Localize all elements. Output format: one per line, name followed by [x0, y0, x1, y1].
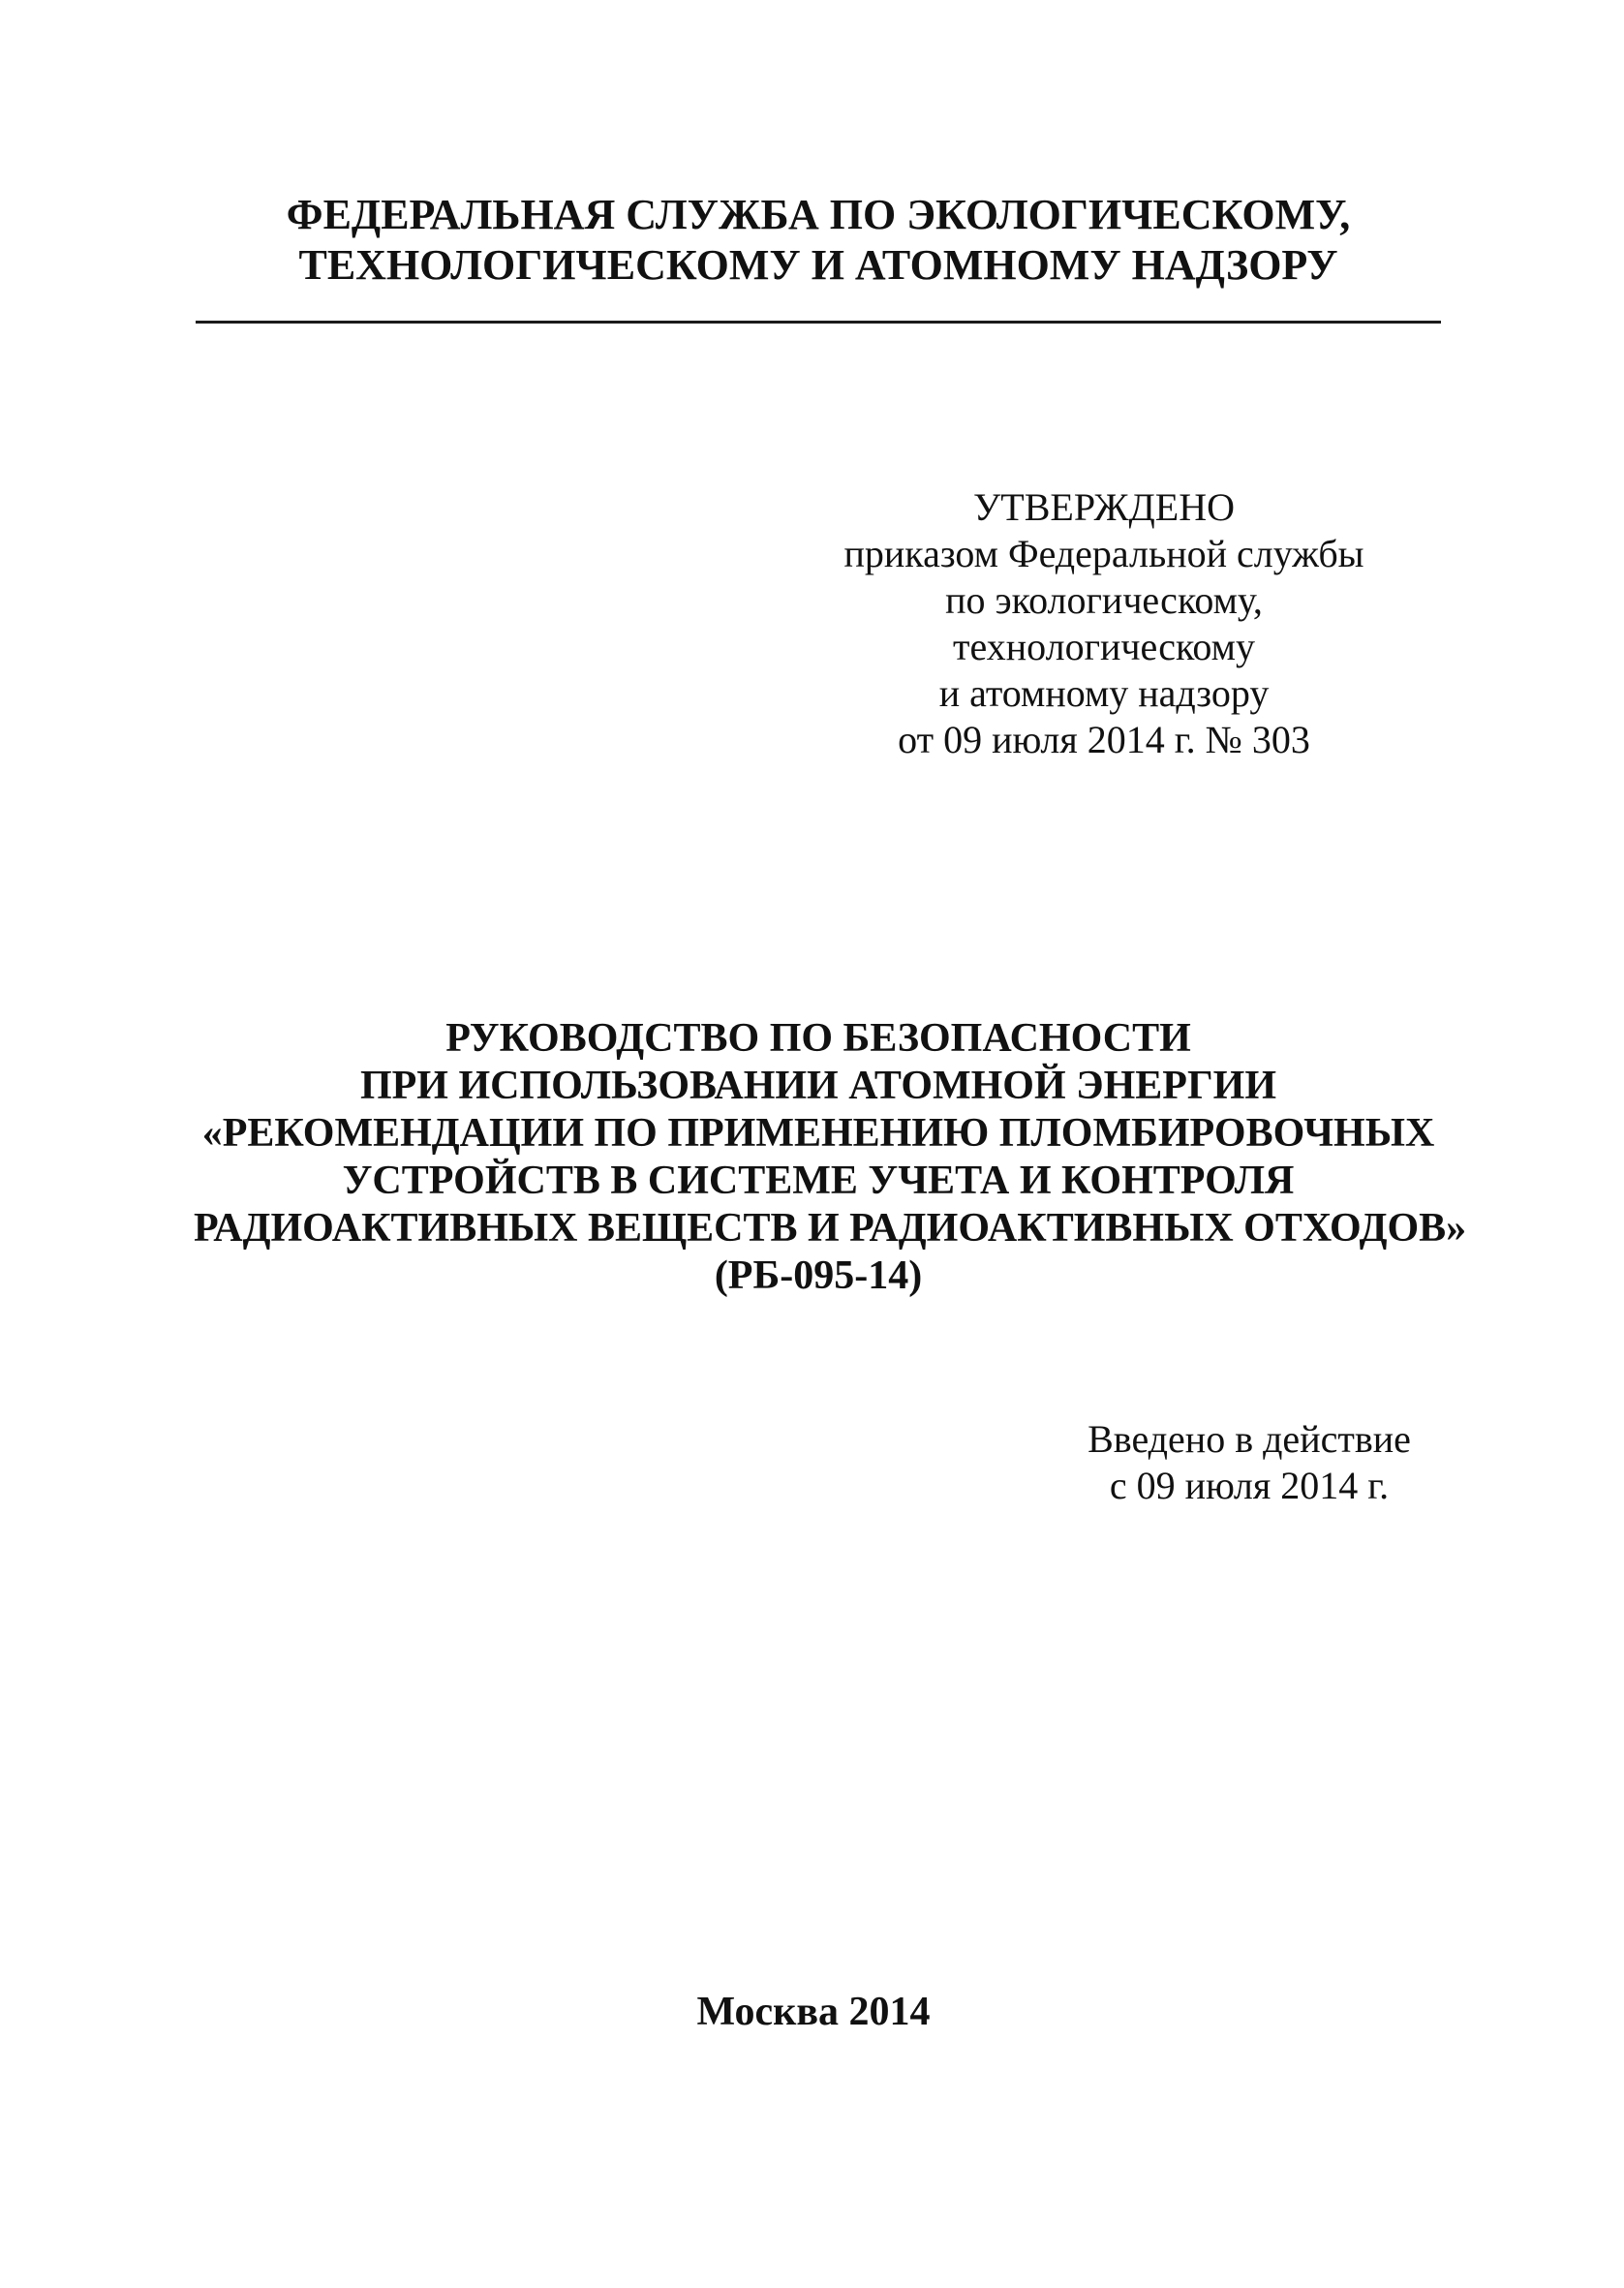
effective-line-1: Введено в действие [1088, 1417, 1411, 1461]
agency-header-line-1: ФЕДЕРАЛЬНАЯ СЛУЖБА ПО ЭКОЛОГИЧЕСКОМУ, [286, 191, 1351, 238]
title-line-6: (РБ-095-14) [714, 1253, 923, 1298]
title-line-4: УСТРОЙСТВ В СИСТЕМЕ УЧЕТА И КОНТРОЛЯ [342, 1159, 1295, 1203]
agency-header-line-2: ТЕХНОЛОГИЧЕСКОМУ И АТОМНОМУ НАДЗОРУ [298, 241, 1338, 289]
approval-line-6: от 09 июля 2014 г. № 303 [898, 718, 1310, 761]
approval-line-2: приказом Федеральной службы [843, 532, 1364, 575]
approval-line-1: УТВЕРЖДЕНО [972, 485, 1236, 529]
title-line-3: «РЕКОМЕНДАЦИИ ПО ПРИМЕНЕНИЮ ПЛОМБИРОВОЧНЫХ [201, 1111, 1435, 1156]
agency-header [194, 190, 1443, 291]
effective-date-block [1065, 1416, 1433, 1509]
approval-line-3: по экологическому, [945, 578, 1263, 622]
approval-block [833, 484, 1375, 763]
title-line-5: РАДИОАКТИВНЫХ ВЕЩЕСТВ И РАДИОАКТИВНЫХ ОТХОДОВ» [194, 1206, 1467, 1251]
approval-line-4: технологическому [953, 625, 1255, 668]
city-year: Москва 2014 [696, 1990, 931, 2034]
title-line-1: РУКОВОДСТВО ПО БЕЗОПАСНОСТИ [445, 1016, 1191, 1061]
title-line-2: ПРИ ИСПОЛЬЗОВАНИИ АТОМНОЙ ЭНЕРГИИ [359, 1064, 1277, 1108]
document-title [194, 1015, 1467, 1300]
effective-line-2: с 09 июля 2014 г. [1109, 1464, 1390, 1507]
header-divider [196, 321, 1441, 324]
approval-line-5: и атомному надзору [938, 671, 1270, 715]
